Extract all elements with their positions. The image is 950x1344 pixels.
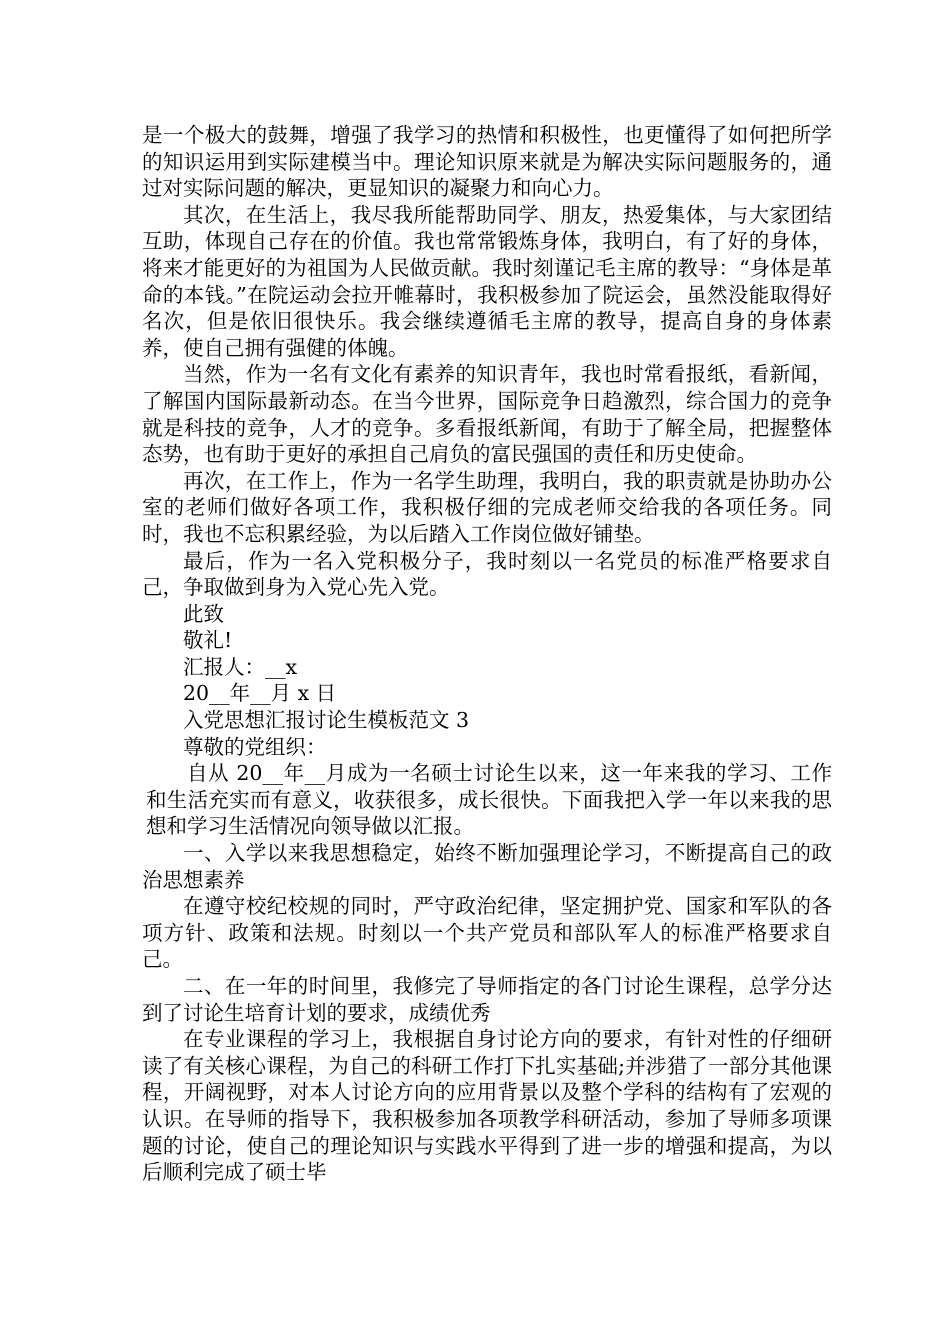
date-line: 20__年__月 x 日 <box>183 681 337 706</box>
closing-salutation: 此致 <box>183 601 224 626</box>
document-body <box>142 122 832 1186</box>
paragraph-life: 其次，在生活上，我尽我所能帮助同学、朋友，热爱集体，与大家团结互助，体现自己存在的价值。我也常常锻炼身体，我明白，有了好的身体，将来才能更好的为祖国为人民做贡献。我时刻谨记毛主席的教导：“身体是革命的本钱。”在院运动会拉开帷幕时，我积极参加了院运会，虽然没能取得好名次，但是依旧很快乐。我会继续遵循毛主席的教导，提高自身的身体素养，使自己拥有强健的体魄。 <box>142 202 832 360</box>
section-title: 入党思想汇报讨论生模板范文 3 <box>183 708 470 733</box>
paragraph-work: 再次，在工作上，作为一名学生助理，我明白，我的职责就是协助办公室的老师们做好各项工作，我积极仔细的完成老师交给我的各项任务。同时，我也不忘积累经验，为以后踏入工作岗位做好铺垫。 <box>142 468 832 546</box>
heading-point-two: 二、在一年的时间里，我修完了导师指定的各门讨论生课程，总学分达到了讨论生培育计划的要求，成绩优秀 <box>142 974 832 1025</box>
greeting: 尊敬的党组织： <box>183 734 327 759</box>
paragraph-continuation: 是一个极大的鼓舞，增强了我学习的热情和积极性，也更懂得了如何把所学的知识运用到实际建模当中。理论知识原来就是为解决实际问题服务的，通过对实际问题的解决，更显知识的凝聚力和向心力。 <box>142 123 832 201</box>
closing-regards: 敬礼! <box>183 628 233 653</box>
paragraph-finally: 最后，作为一名入党积极分子，我时刻以一名党员的标准严格要求自己，争取做到身为入党心先入党。 <box>142 548 832 600</box>
paragraph-intro: 自从 20__年__月成为一名硕士讨论生以来，这一年来我的学习、工作和生活充实而有意义，收获很多，成长很快。下面我把入学一年以来我的思想和学习生活情况向领导做以汇报。 <box>146 761 832 839</box>
reporter-line: 汇报人：__x <box>183 654 298 679</box>
paragraph-discipline: 在遵守校纪校规的同时，严守政治纪律，坚定拥护党、国家和军队的各项方针、政策和法规。时刻以一个共产党员和部队军人的标准严格要求自己。 <box>142 894 832 972</box>
paragraph-news: 当然，作为一名有文化有素养的知识青年，我也时常看报纸，看新闻，了解国内国际最新动态。在当今世界，国际竞争日趋激烈，综合国力的竞争就是科技的竞争，人才的竞争。多看报纸新闻，有助于了解全局，把握整体态势，也有助于更好的承担自己肩负的富民强国的责任和历史使命。 <box>142 362 832 467</box>
heading-point-one: 一、入学以来我思想稳定，始终不断加强理论学习，不断提高自己的政治思想素养 <box>142 841 832 892</box>
paragraph-study: 在专业课程的学习上，我根据自身讨论方向的要求，有针对性的仔细研读了有关核心课程，为自己的科研工作打下扎实基础;并涉猎了一部分其他课程，开阔视野，对本人讨论方向的应用背景以及整个学科的结构有了宏观的认识。在导师的指导下，我积极参加各项教学科研活动，参加了导师多项课题的讨论，使自己的理论知识与实践水平得到了进一步的增强和提高，为以后顺利完成了硕士毕 <box>142 1027 832 1185</box>
